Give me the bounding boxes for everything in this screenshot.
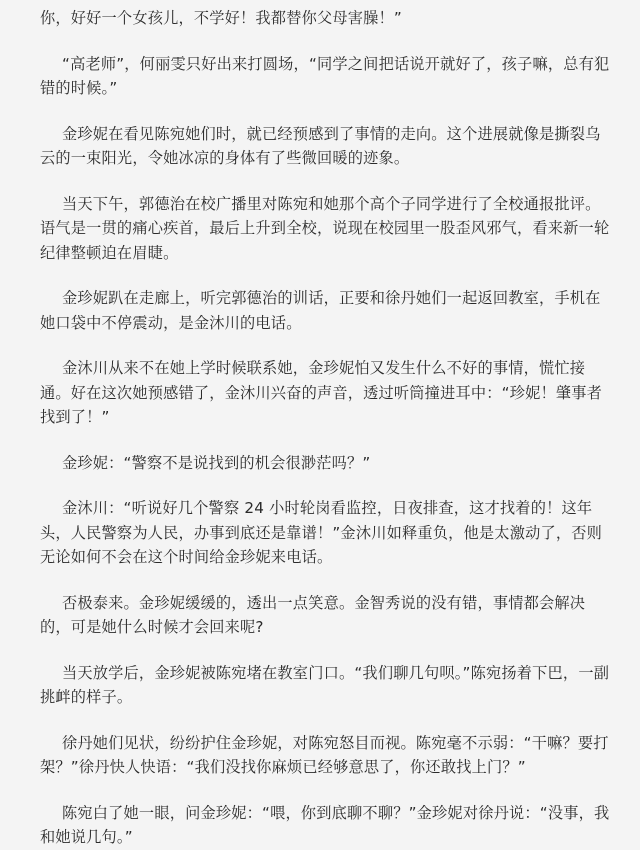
paragraph: 当天下午，郭德治在校广播里对陈宛和她那个高个子同学进行了全校通报批评。语气是一贯的痛心疾首，最后上升到全校，说现在校园里一股歪风邪气，看来新一轮纪律整顿迫在眉睫。 [40,194,610,262]
paragraph: 陈宛白了她一眼，问金珍妮：“喂，你到底聊不聊？”金珍妮对徐丹说：“没事，我和她说几句。” [40,803,610,846]
paragraph: 金沐川：“听说好几个警察 24 小时轮岗看监控，日夜排查，这才找着的！这年头，人民警察为人民，办事到底还是靠谱！”金沐川如释重负，他是太激动了，否则无论如何不会在这个时间给金珍妮来电话。 [40,499,603,566]
paragraph: 金珍妮趴在走廊上，听完郭德治的训话，正要和徐丹她们一起返回教室，手机在她口袋中不停震动，是金沐川的电话。 [40,289,601,332]
paragraph: 你，好好一个女孩儿，不学好！我都替你父母害臊！” [40,9,402,27]
paragraph: 金珍妮：“警察不是说找到的机会很渺茫吗？” [62,453,371,472]
paragraph: 金珍妮在看见陈宛她们时，就已经预感到了事情的走向。这个进展就像是撕裂乌云的一束阳光，令她冰凉的身体有了些微回暖的迹象。 [40,124,601,167]
paragraph: 徐丹她们见状，纷纷护住金珍妮，对陈宛怒目而视。陈宛毫不示弱：“干嘛？要打架？”徐丹快人快语：“我们没找你麻烦已经够意思了，你还敢找上门？” [40,733,609,776]
paragraph: 否极泰来。金珍妮缓缓的，透出一点笑意。金智秀说的没有错，事情都会解决的，可是她什么时候才会回来呢? [40,593,586,636]
paragraph: 当天放学后，金珍妮被陈宛堵在教室门口。“我们聊几句呗。”陈宛扬着下巴，一副挑衅的样子。 [40,663,610,706]
paragraph: “高老师”，何丽雯只好出来打圆场，“同学之间把话说开就好了，孩子嘛，总有犯错的时候。” [40,54,610,97]
paragraph: 金沐川从来不在她上学时候联系她，金珍妮怕又发生什么不好的事情，慌忙接通。好在这次她预感错了，金沐川兴奋的声音，透过听筒撞进耳中：“珍妮！肇事者找到了！” [40,359,603,426]
